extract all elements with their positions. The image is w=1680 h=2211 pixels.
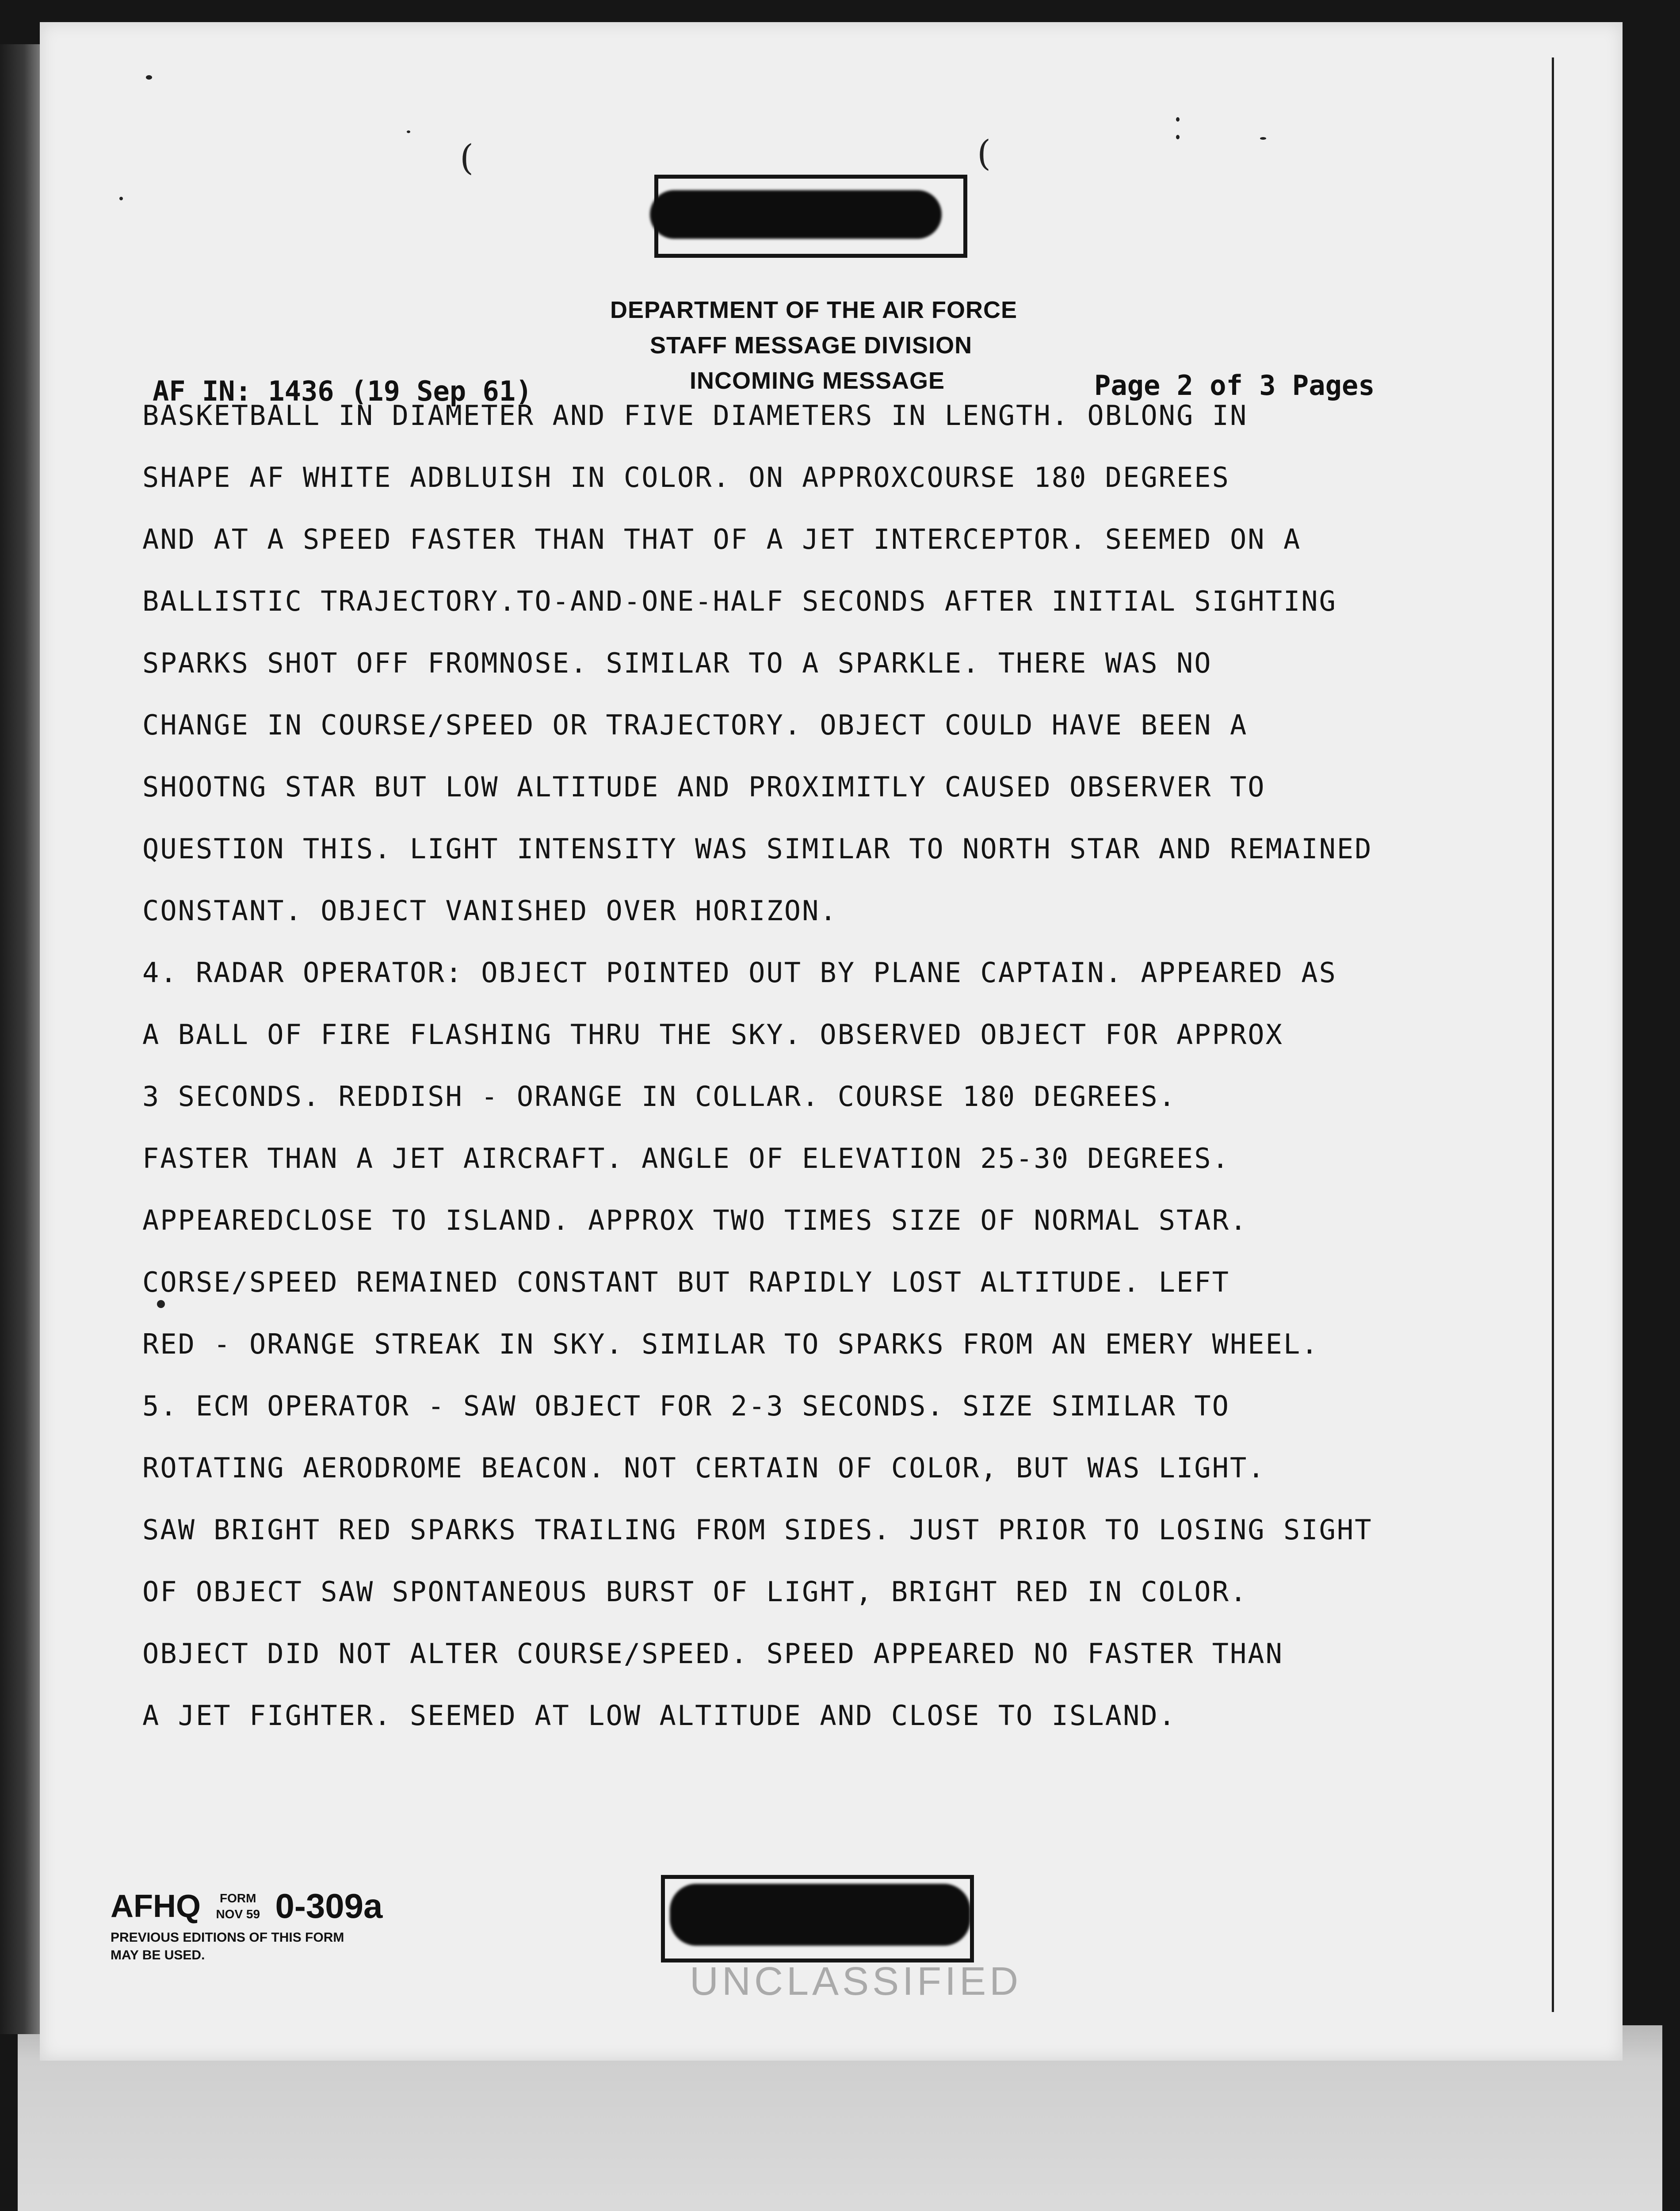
form-org: AFHQ (111, 1888, 201, 1924)
page-indicator: Page 2 of 3 Pages (1094, 369, 1375, 402)
body-line: CONSTANT. OBJECT VANISHED OVER HORIZON. (142, 895, 838, 927)
form-note-line-1: PREVIOUS EDITIONS OF THIS FORM (111, 1930, 344, 1945)
speck (407, 130, 410, 133)
punch-mark-left: ( (460, 137, 474, 178)
message-type-heading: INCOMING MESSAGE (690, 367, 945, 394)
body-line: SHOOTNG STAR BUT LOW ALTITUDE AND PROXIMITLY CAUSED OBSERVER TO (142, 771, 1266, 803)
form-note (111, 1929, 382, 1964)
division-heading: STAFF MESSAGE DIVISION (650, 332, 973, 359)
speck (1260, 137, 1266, 140)
af-in-number: AF IN: 1436 (19 Sep 61) (153, 375, 532, 407)
form-identifier-block (111, 1886, 382, 1964)
punch-mark-right: ( (977, 133, 991, 174)
form-date: NOV 59 (216, 1907, 260, 1921)
body-line: ROTATING AERODROME BEACON. NOT CERTAIN OF COLOR, BUT WAS LIGHT. (142, 1452, 1266, 1484)
body-line: AND AT A SPEED FASTER THAN THAT OF A JET INTERCEPTOR. SEEMED ON A (142, 523, 1302, 555)
body-line: 5. ECM OPERATOR - SAW OBJECT FOR 2-3 SECONDS. SIZE SIMILAR TO (142, 1390, 1230, 1422)
body-line: SHAPE AF WHITE ADBLUISH IN COLOR. ON APPROXCOURSE 180 DEGREES (142, 461, 1230, 493)
body-line: SPARKS SHOT OFF FROMNOSE. SIMILAR TO A SPARKLE. THERE WAS NO (142, 647, 1212, 679)
form-label-date (216, 1890, 260, 1922)
body-line: FASTER THAN A JET AIRCRAFT. ANGLE OF ELEVATION 25-30 DEGREES. (142, 1142, 1230, 1174)
body-line: QUESTION THIS. LIGHT INTENSITY WAS SIMILAR TO NORTH STAR AND REMAINED (142, 833, 1373, 865)
unclassified-stamp: UNCLASSIFIED (690, 1959, 1022, 2004)
body-line: CHANGE IN COURSE/SPEED OR TRAJECTORY. OBJECT COULD HAVE BEEN A (142, 709, 1248, 741)
body-line: BALLISTIC TRAJECTORY.TO-AND-ONE-HALF SECONDS AFTER INITIAL SIGHTING (142, 585, 1337, 617)
bottom-redaction-marker (670, 1884, 970, 1946)
body-line: OBJECT DID NOT ALTER COURSE/SPEED. SPEED APPEARED NO FASTER THAN (142, 1637, 1283, 1670)
body-line: BASKETBALL IN DIAMETER AND FIVE DIAMETERS IN LENGTH. OBLONG IN (142, 399, 1248, 432)
top-redaction-marker (650, 190, 942, 239)
form-number: 0-309a (275, 1886, 383, 1925)
body-line: CORSE/SPEED REMAINED CONSTANT BUT RAPIDLY LOST ALTITUDE. LEFT (142, 1266, 1230, 1298)
body-line: RED - ORANGE STREAK IN SKY. SIMILAR TO SPARKS FROM AN EMERY WHEEL. (142, 1328, 1319, 1360)
department-heading: DEPARTMENT OF THE AIR FORCE (610, 297, 1017, 323)
speck (146, 75, 152, 80)
body-line: SAW BRIGHT RED SPARKS TRAILING FROM SIDES. JUST PRIOR TO LOSING SIGHT (142, 1514, 1373, 1546)
form-note-line-2: MAY BE USED. (111, 1948, 205, 1962)
body-line: APPEAREDCLOSE TO ISLAND. APPROX TWO TIMES SIZE OF NORMAL STAR. (142, 1204, 1248, 1236)
speck (119, 197, 123, 200)
form-label: FORM (220, 1891, 256, 1905)
body-line: A BALL OF FIRE FLASHING THRU THE SKY. OBSERVED OBJECT FOR APPROX (142, 1018, 1283, 1051)
body-line: 4. RADAR OPERATOR: OBJECT POINTED OUT BY PLANE CAPTAIN. APPEARED AS (142, 956, 1337, 989)
speck (1176, 117, 1180, 122)
right-margin-rule (1552, 57, 1554, 2012)
speck (1176, 135, 1180, 139)
body-line: A JET FIGHTER. SEEMED AT LOW ALTITUDE AND CLOSE TO ISLAND. (142, 1699, 1176, 1732)
body-line: OF OBJECT SAW SPONTANEOUS BURST OF LIGHT, BRIGHT RED IN COLOR. (142, 1576, 1248, 1608)
left-edge-shadow (0, 44, 40, 2034)
body-line: 3 SECONDS. REDDISH - ORANGE IN COLLAR. COURSE 180 DEGREES. (142, 1080, 1176, 1113)
message-body (142, 385, 1513, 1747)
